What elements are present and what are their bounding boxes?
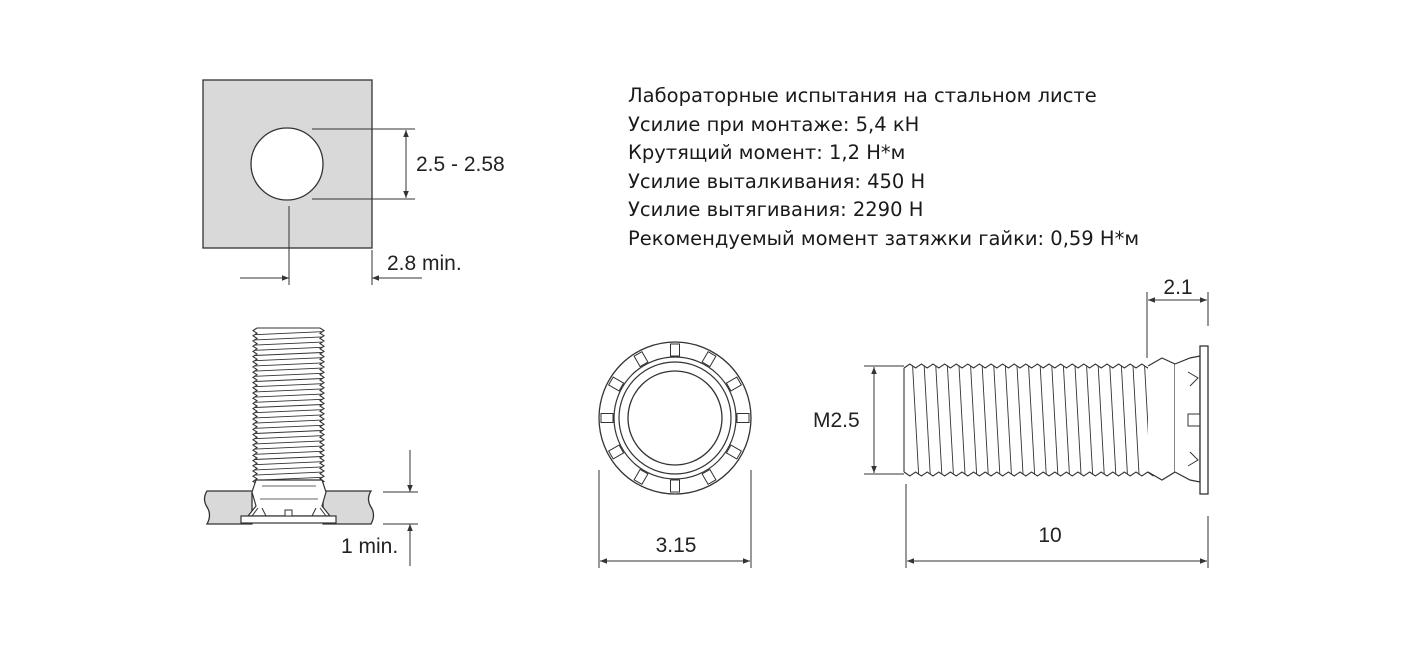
stud-thread — [253, 328, 324, 484]
installed-stud-view — [205, 328, 419, 566]
stud-side-thread — [904, 364, 1153, 476]
spec-nut-torque: Рекомендуемый момент затяжки гайки: 0,59 Н*м — [628, 226, 1140, 250]
sheet-thickness-label: 1 min. — [341, 535, 399, 558]
length-label: 10 — [1038, 524, 1062, 547]
stud-head — [241, 516, 336, 523]
head-height-label: 2.1 — [1163, 276, 1193, 299]
side-head-flange — [1200, 346, 1208, 494]
spec-torque: Крутящий момент: 1,2 Н*м — [628, 141, 906, 164]
side-collar — [1148, 358, 1175, 480]
thread-size-label: M2.5 — [813, 409, 860, 432]
test-results-heading: Лабораторные испытания на стальном листе — [628, 84, 1097, 107]
head-diameter-label: 3.15 — [655, 534, 697, 557]
head-bore-circle — [628, 371, 722, 465]
mounting-hole-view — [203, 80, 505, 285]
edge-distance-label: 2.8 min. — [387, 252, 462, 275]
mounting-hole — [251, 128, 323, 200]
spec-push-out-force: Усилие выталкивания: 450 Н — [628, 169, 926, 193]
head-end-view — [599, 342, 751, 568]
stud-side-view — [813, 276, 1208, 568]
spec-installation-force: Усилие при монтаже: 5,4 кН — [628, 112, 920, 136]
test-results-list — [628, 82, 1139, 253]
hole-diameter-label: 2.5 - 2.58 — [416, 153, 505, 176]
spec-pull-out-force: Усилие вытягивания: 2290 Н — [628, 198, 924, 221]
